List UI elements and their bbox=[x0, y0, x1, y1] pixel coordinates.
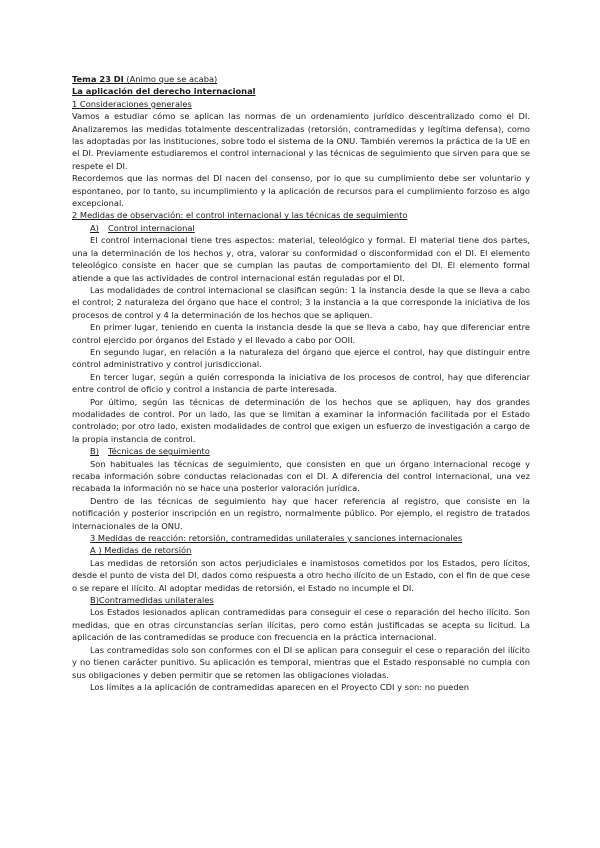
subsection-title: Técnicas de seguimiento bbox=[108, 446, 210, 457]
paragraph: Por último, según las técnicas de determinación de los hechos que se apliquen, hay dos grandes modalidades de control. Por un lado, las que se limitan a examinar la información facilitada por el Estado controlado; por otro lado, existen modalidades de control que exigen un esfuerzo de investigación a cargo de la propia instancia de control. bbox=[72, 396, 530, 444]
subsection-3a-heading: A ) Medidas de retorsión bbox=[90, 545, 192, 556]
subsection-letter: B) bbox=[90, 446, 99, 457]
paragraph: Son habituales las técnicas de seguimiento, que consisten en que un órgano internacional recoge y recaba información sobre conductas relacionadas con el DI. A diferencia del control internacional, una vez recabada la información no se hace una posterior valoración jurídica. bbox=[72, 458, 530, 494]
paragraph: Vamos a estudiar cómo se aplican las normas de un ordenamiento jurídico descentralizado como el DI. Analizaremos las medidas totalmente descentralizadas (retorsión, contramedidas y legítima defensa), como las adoptadas por las instituciones, sobre todo el sistema de la ONU. También veremos la práctica de la UE en el DI. Previamente estudiaremos el control internacional y las técnicas de seguimiento que sirven para que se respete el DI. bbox=[72, 111, 530, 171]
subsection-letter: A) bbox=[90, 222, 99, 233]
paragraph: Las medidas de retorsión son actos perjudiciales e inamistosos cometidos por los Estados, pero lícitos, desde el punto de vista del DI, dados como respuesta a otro hecho ilícito de un Estado, con el fin de que cese o se repare el ilícito. Al adoptar medidas de retorsión, el Estado no incumple el DI. bbox=[72, 557, 530, 593]
title-note: (Animo que se acaba) bbox=[123, 74, 218, 84]
paragraph: Las contramedidas solo son conformes con el DI se aplican para conseguir el cese o reparación del ilícito y no tienen carácter punitivo. Su aplicación es temporal, mientras que el Estado responsable no cumpla con sus obligaciones y deben permitir que se retomen las obligaciones violadas. bbox=[72, 644, 530, 680]
section-1-heading: 1 Consideraciones generales bbox=[72, 98, 192, 109]
subsection-2a-heading bbox=[72, 222, 530, 234]
subsection-3b-heading: B)Contramedidas unilaterales bbox=[90, 595, 214, 606]
paragraph: En tercer lugar, según a quién corresponda la iniciativa de los procesos de control, hay que diferenciar entre control de oficio y control a instancia de parte interesada. bbox=[72, 371, 530, 395]
paragraph: Dentro de las técnicas de seguimiento hay que hacer referencia al registro, que consiste en la notificación y posterior inscripción en un registro, normalmente público. Por ejemplo, el registro de tratados internacionales de la ONU. bbox=[72, 495, 530, 531]
paragraph: Las modalidades de control internacional se clasifican según: 1 la instancia desde la que se lleva a cabo el control; 2 naturaleza del órgano que hace el control; 3 la instancia a la que corresponde la iniciativa de los procesos de control y 4 la determinación de los hechos que se apliquen. bbox=[72, 284, 530, 320]
paragraph: En primer lugar, teniendo en cuenta la instancia desde la que se lleva a cabo, hay que diferenciar entre control ejercido por órganos del Estado y el llevado a cabo por OOII. bbox=[72, 322, 530, 345]
paragraph: Los límites a la aplicación de contramedidas aparecen en el Proyecto CDI y son: no pueden bbox=[90, 681, 469, 692]
document-title bbox=[72, 73, 530, 85]
section-3-heading: 3 Medidas de reacción: retorsión, contramedidas unilaterales y sanciones internacionales bbox=[90, 533, 463, 544]
document-subtitle: La aplicación del derecho internacional bbox=[72, 86, 256, 97]
paragraph: En segundo lugar, en relación a la naturaleza del órgano que ejerce el control, hay que distinguir entre control administrativo y control jurisdiccional. bbox=[72, 346, 530, 370]
title-topic: Tema 23 DI bbox=[72, 74, 124, 84]
subsection-title: Control internacional bbox=[108, 222, 195, 233]
section-2-heading: 2 Medidas de observación: el control internacional y las técnicas de seguimiento bbox=[72, 210, 408, 221]
document-page bbox=[72, 73, 530, 693]
subsection-2b-heading bbox=[72, 445, 530, 457]
paragraph: El control internacional tiene tres aspectos: material, teleológico y formal. El material tiene dos partes, una la determinación de los hechos y, otra, valorar su conformidad o disconformidad con el DI. El elemento teleológico consiste en hacer que se cumplan las pautas de comportamiento del DI. El elemento formal atiende a que las actividades de control internacional están reguladas por el DI. bbox=[72, 235, 530, 283]
paragraph: Los Estados lesionados aplican contramedidas para conseguir el cese o reparación del hecho ilícito. Son medidas, que en otras circunstancias serían ilícitas, pero como están justificadas se acepta su licitud. La aplicación de las contramedidas se produce con frecuencia en la práctica internacional. bbox=[72, 607, 530, 643]
paragraph: Recordemos que las normas del DI nacen del consenso, por lo que su cumplimiento debe ser voluntario y espontaneo, por lo tanto, su incumplimiento y la aplicación de recursos para el cumplimiento forzoso es algo excepcional. bbox=[72, 173, 530, 209]
